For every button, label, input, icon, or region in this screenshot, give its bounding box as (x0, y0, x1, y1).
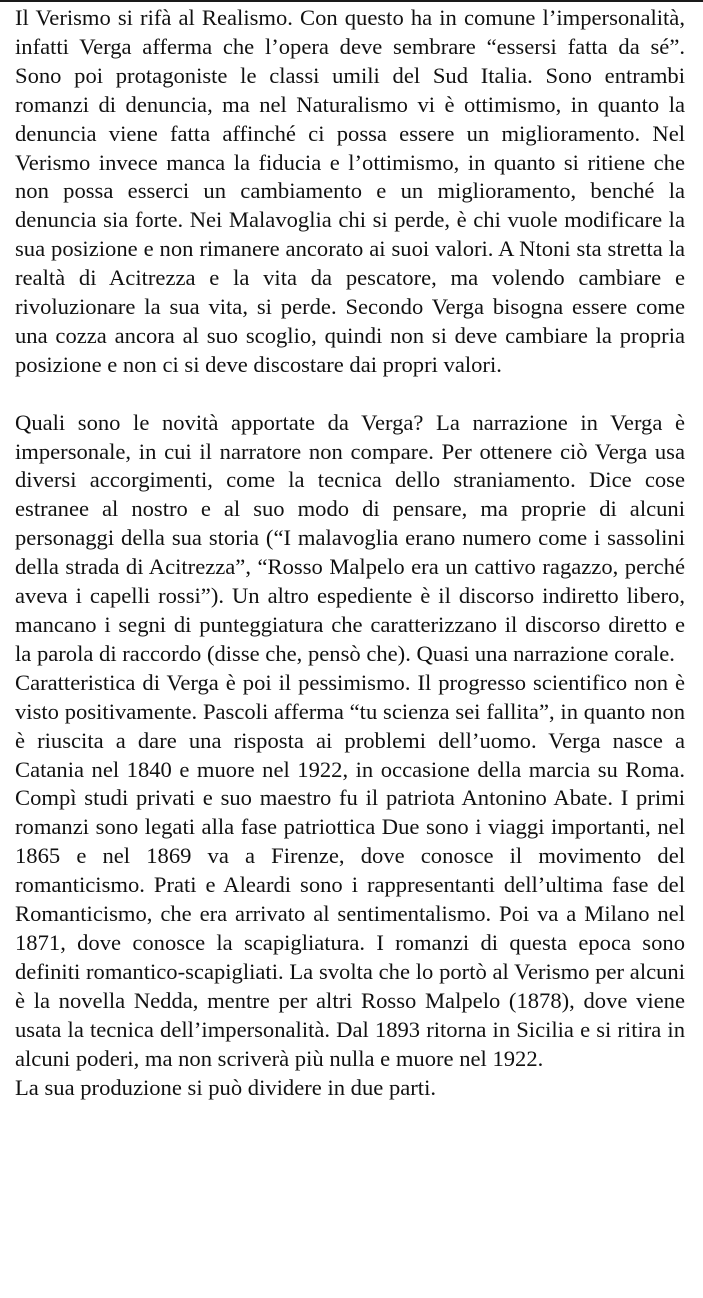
paragraph-produzione: La sua produzione si può dividere in due parti. (15, 1074, 437, 1100)
paragraph-pessimismo-biografia: Caratteristica di Verga è poi il pessimismo. Il progresso scientifico non è visto positivamente. Pascoli afferma “tu scienza sei fallita”, in quanto non è riuscita a dare una risposta ai problemi dell’uomo. Verga nasce a Catania nel 1840 e muore nel 1922, in occasione della marcia su Roma. Compì studi privati e suo maestro fu il patriota Antonino Abate. I primi romanzi sono legati alla fase patriottica Due sono i viaggi importanti, nel 1865 e nel 1869 va a Firenze, dove conosce il movimento del romanticismo. Prati e Aleardi sono i rappresentanti dell’ultima fase del Romanticismo, che era arrivato al sentimentalismo. Poi va a Milano nel 1871, dove conosce la scapigliatura. I romanzi di questa epoca sono definiti romantico-scapigliati. La svolta che lo portò al Verismo per alcuni è la novella Nedda, mentre per altri Rosso Malpelo (1878), dove viene usata la tecnica dell’impersonalità. Dal 1893 ritorna in Sicilia e si ritira in alcuni poderi, ma non scriverà più nulla e muore nel 1922. (15, 669, 685, 1071)
paragraph-verismo-realismo: Il Verismo si rifà al Realismo. Con questo ha in comune l’impersonalità, infatti Verga afferma che l’opera deve sembrare “essersi fatta da sé”. Sono poi protagoniste le classi umili del Sud Italia. Sono entrambi romanzi di denuncia, ma nel Naturalismo vi è ottimismo, in quanto la denuncia viene fatta affinché ci possa essere un miglioramento. Nel Verismo invece manca la fiducia e l’ottimismo, in quanto si ritiene che non possa esserci un cambiamento e un miglioramento, benché la denuncia sia forte. Nei Malavoglia chi si perde, è chi vuole modificare la sua posizione e non rimanere ancorato ai suoi valori. A Ntoni sta stretta la realtà di Acitrezza e la vita da pescatore, ma volendo cambiare e rivoluzionare la sua vita, si perde. Secondo Verga bisogna essere come una cozza ancora al suo scoglio, quindi non si deve cambiare la propria posizione e non ci si deve discostare dai propri valori. (15, 5, 685, 377)
document-body (15, 4, 685, 1102)
top-divider (0, 0, 703, 2)
paragraph-novita-verga: Quali sono le novità apportate da Verga? La narrazione in Verga è impersonale, in cui il narratore non compare. Per ottenere ciò Verga usa diversi accorgimenti, come la tecnica dello straniamento. Dice cose estranee al nostro e al suo modo di pensare, ma proprie di alcuni personaggi della sua storia (“I malavoglia erano numero come i sassolini della strada di Acitrezza”, “Rosso Malpelo era un cattivo ragazzo, perché aveva i capelli rossi”). Un altro espediente è il discorso indiretto libero, mancano i segni di punteggiatura che caratterizzano il discorso diretto e la parola di raccordo (disse che, pensò che). Quasi una narrazione corale. (15, 409, 685, 666)
